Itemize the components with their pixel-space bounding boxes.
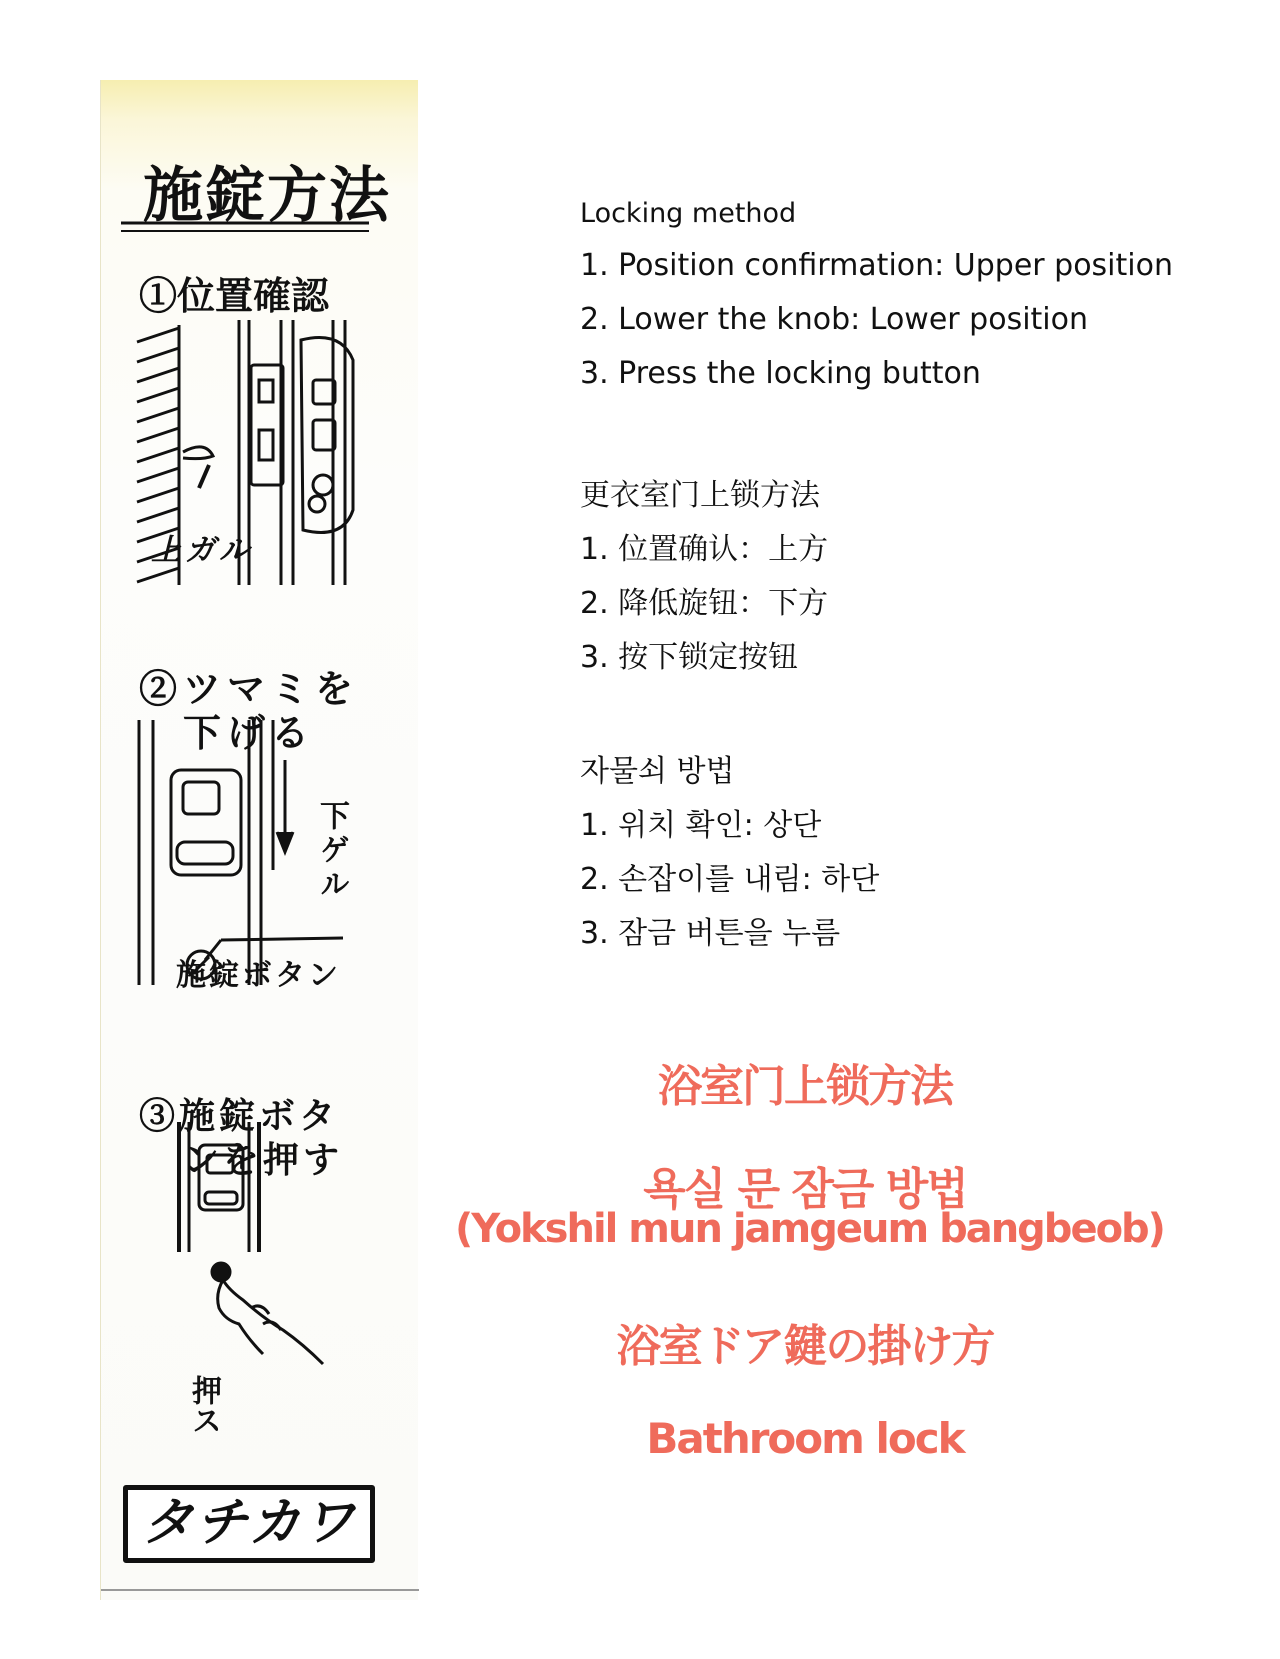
chinese-step-1: 1. 位置确认：上方 — [580, 532, 829, 567]
chinese-step-3: 3. 按下锁定按钮 — [580, 640, 799, 675]
step2-label-line1: ②ツマミを — [139, 666, 360, 711]
brand-logo: タチカワ — [123, 1485, 375, 1563]
chinese-step-2: 2. 降低旋钮：下方 — [580, 586, 829, 621]
instruction-strip — [100, 80, 418, 1600]
step1-label: ①位置確認 — [139, 273, 330, 318]
english-heading: Locking method — [580, 198, 797, 229]
step1-up-note: 上ガル — [151, 533, 253, 568]
step2-label-line2: 下げる — [183, 710, 316, 755]
korean-heading: 자물쇠 방법 — [580, 754, 735, 789]
step3-label-line1: ③施錠ボタ — [139, 1095, 340, 1137]
korean-step-2: 2. 손잡이를 내림: 하단 — [580, 862, 880, 897]
push-label: 押ス — [186, 1375, 221, 1435]
step2-down-note: 下ゲル — [314, 800, 349, 902]
red-title-korean: 욕실 문 잠금 방법 — [643, 1164, 967, 1215]
korean-step-1: 1. 위치 확인: 상단 — [580, 808, 822, 843]
lock-button-label: 施錠ボタン — [176, 958, 341, 993]
strip-title: 施錠方法 — [143, 161, 391, 231]
red-title-chinese: 浴室门上锁方法 — [658, 1061, 952, 1112]
chinese-heading: 更衣室门上锁方法 — [580, 478, 820, 513]
korean-step-3: 3. 잠금 버튼을 누름 — [580, 916, 841, 951]
step3-label-line2: ンを押す — [183, 1139, 344, 1181]
english-step-1: 1. Position confirmation: Upper position — [580, 248, 1173, 283]
red-title-romanization: (Yokshil mun jamgeum bangbeob) — [455, 1206, 1164, 1252]
red-title-japanese: 浴室ドア鍵の掛け方 — [616, 1321, 994, 1372]
red-title-english: Bathroom lock — [646, 1414, 964, 1463]
english-step-2: 2. Lower the knob: Lower position — [580, 302, 1088, 337]
english-step-3: 3. Press the locking button — [580, 356, 981, 391]
